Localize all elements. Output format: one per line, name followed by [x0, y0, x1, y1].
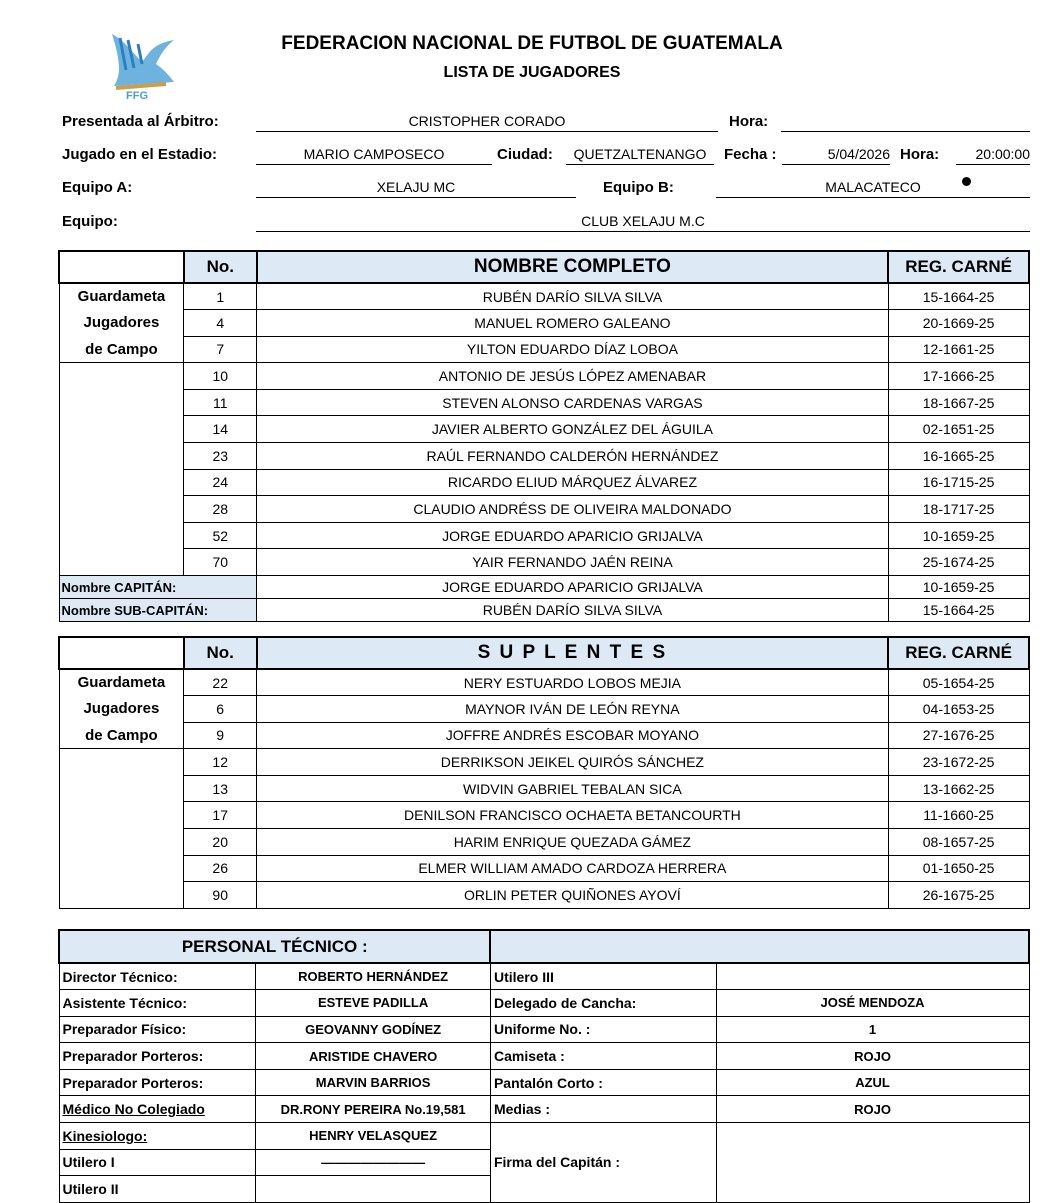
staff-left-label: Kinesiologo: — [59, 1123, 256, 1150]
staff-right-value: AZUL — [716, 1069, 1029, 1096]
suplente-name: DERRIKSON JEIKEL QUIRÓS SÁNCHEZ — [257, 749, 889, 776]
personal-title: PERSONAL TÉCNICO : — [59, 930, 490, 963]
capitan-label: Nombre CAPITÁN: — [59, 576, 257, 599]
suplentes-col-no: No. — [184, 637, 257, 669]
titular-name: JORGE EDUARDO APARICIO GRIJALVA — [257, 522, 888, 549]
suplente-reg: 05-1654-25 — [888, 669, 1029, 696]
suplente-reg: 27-1676-25 — [888, 722, 1029, 749]
titular-row — [59, 443, 1029, 470]
titulares-corner — [59, 251, 184, 283]
suplente-no: 9 — [184, 722, 257, 749]
titular-name: RAÚL FERNANDO CALDERÓN HERNÁNDEZ — [257, 443, 888, 470]
titular-name: MANUEL ROMERO GALEANO — [257, 310, 888, 337]
suplente-label-1: Jugadores — [59, 696, 184, 723]
staff-left-label: Utilero II — [59, 1176, 256, 1203]
ciudad-value: QUETZALTENANGO — [566, 144, 714, 165]
firma-box — [716, 1123, 1029, 1203]
suplente-name: DENILSON FRANCISCO OCHAETA BETANCOURTH — [257, 802, 889, 829]
subcapitan-reg: 15-1664-25 — [888, 599, 1029, 622]
suplente-row — [59, 775, 1029, 802]
capitan-reg: 10-1659-25 — [888, 576, 1029, 599]
suplente-row — [59, 669, 1029, 696]
staff-left-value: HENRY VELASQUEZ — [256, 1123, 491, 1150]
suplente-label-2: de Campo — [59, 722, 184, 749]
titular-name: RUBÉN DARÍO SILVA SILVA — [257, 283, 888, 310]
titular-no: 24 — [184, 469, 257, 496]
titular-reg: 18-1667-25 — [888, 389, 1029, 416]
titular-reg: 25-1674-25 — [888, 549, 1029, 576]
staff-right-label: Delegado de Cancha: — [490, 990, 716, 1017]
staff-right-label: Utilero III — [490, 963, 716, 990]
suplentes-col-reg: REG. CARNÉ — [888, 637, 1029, 669]
suplente-no: 6 — [184, 696, 257, 723]
suplente-name: JOFFRE ANDRÉS ESCOBAR MOYANO — [257, 722, 889, 749]
titular-name: CLAUDIO ANDRÉSS DE OLIVEIRA MALDONADO — [257, 496, 888, 523]
titular-row — [59, 363, 1029, 390]
logo-text: FFG — [126, 90, 148, 102]
titulares-col-reg: REG. CARNÉ — [888, 251, 1029, 283]
staff-right-value: ROJO — [716, 1096, 1029, 1123]
equipo-a-value: XELAJU MC — [256, 177, 576, 198]
titular-no: 23 — [184, 443, 257, 470]
staff-row — [59, 990, 1029, 1017]
equipo-b-label: Equipo B: — [603, 179, 674, 196]
subcapitan-name: RUBÉN DARÍO SILVA SILVA — [257, 599, 888, 622]
titular-name: STEVEN ALONSO CARDENAS VARGAS — [257, 389, 888, 416]
staff-row — [59, 1016, 1029, 1043]
equipo-b-value: MALACATECO — [716, 177, 1030, 198]
titular-no: 10 — [184, 363, 257, 390]
staff-left-value: ———————— — [256, 1149, 491, 1176]
page-title: FEDERACION NACIONAL DE FUTBOL DE GUATEMALA — [281, 33, 783, 54]
staff-left-value — [256, 1176, 491, 1203]
titular-row — [59, 389, 1029, 416]
suplente-no: 20 — [184, 829, 257, 856]
suplente-reg: 26-1675-25 — [888, 882, 1029, 909]
hora-label: Hora: — [729, 113, 769, 130]
titular-no: 70 — [184, 549, 257, 576]
staff-row — [59, 1096, 1029, 1123]
titular-name: YILTON EDUARDO DÍAZ LOBOA — [257, 336, 888, 363]
equipo-label: Equipo: — [62, 213, 118, 230]
titulares-table — [58, 250, 1030, 622]
fecha-value: 5/04/2026 — [782, 144, 890, 165]
staff-left-value: ESTEVE PADILLA — [256, 990, 491, 1017]
suplente-label-0: Guardameta — [59, 669, 184, 696]
titular-name: JAVIER ALBERTO GONZÁLEZ DEL ÁGUILA — [257, 416, 888, 443]
estadio-value: MARIO CAMPOSECO — [256, 144, 492, 165]
suplente-reg: 11-1660-25 — [888, 802, 1029, 829]
titular-label-empty — [59, 363, 184, 576]
titular-name: YAIR FERNANDO JAÉN REINA — [257, 549, 888, 576]
suplente-row — [59, 722, 1029, 749]
titular-row — [59, 496, 1029, 523]
suplente-reg: 13-1662-25 — [888, 775, 1029, 802]
suplente-row — [59, 855, 1029, 882]
personal-table — [58, 929, 1030, 1203]
titular-reg: 15-1664-25 — [888, 283, 1029, 310]
staff-left-value: ROBERTO HERNÁNDEZ — [256, 963, 491, 990]
presentada-label: Presentada al Árbitro: — [62, 113, 219, 130]
titular-label-1: Jugadores — [59, 310, 184, 337]
staff-left-label: Médico No Colegiado — [59, 1096, 256, 1123]
firma-label: Firma del Capitán : — [490, 1123, 716, 1203]
suplente-name: WIDVIN GABRIEL TEBALAN SICA — [257, 775, 889, 802]
staff-row — [59, 1069, 1029, 1096]
titular-reg: 17-1666-25 — [888, 363, 1029, 390]
staff-left-value: MARVIN BARRIOS — [256, 1069, 491, 1096]
staff-right-label: Camiseta : — [490, 1043, 716, 1070]
staff-right-value: 1 — [716, 1016, 1029, 1043]
titular-reg: 16-1665-25 — [888, 443, 1029, 470]
staff-left-label: Preparador Físico: — [59, 1016, 256, 1043]
subcapitan-label: Nombre SUB-CAPITÁN: — [59, 599, 257, 622]
titular-reg: 12-1661-25 — [888, 336, 1029, 363]
titular-no: 11 — [184, 389, 257, 416]
titular-row — [59, 416, 1029, 443]
equipo-a-label: Equipo A: — [62, 179, 133, 196]
titular-name: ANTONIO DE JESÚS LÓPEZ AMENABAR — [257, 363, 888, 390]
page-subtitle: LISTA DE JUGADORES — [443, 64, 621, 81]
staff-left-value: ARISTIDE CHAVERO — [256, 1043, 491, 1070]
suplente-no: 22 — [184, 669, 257, 696]
estadio-label: Jugado en el Estadio: — [62, 146, 218, 163]
suplente-name: MAYNOR IVÁN DE LEÓN REYNA — [257, 696, 889, 723]
titulares-col-no: No. — [184, 251, 257, 283]
titular-row — [59, 283, 1029, 310]
dot-mark — [962, 177, 971, 186]
titular-reg: 16-1715-25 — [888, 469, 1029, 496]
titular-no: 52 — [184, 522, 257, 549]
staff-left-label: Preparador Porteros: — [59, 1069, 256, 1096]
titular-no: 4 — [184, 310, 257, 337]
suplente-reg: 23-1672-25 — [888, 749, 1029, 776]
staff-row — [59, 963, 1029, 990]
staff-left-value: DR.RONY PEREIRA No.19,581 — [256, 1096, 491, 1123]
staff-row — [59, 1043, 1029, 1070]
hora2-value: 20:00:00 — [956, 144, 1030, 165]
staff-left-label: Director Técnico: — [59, 963, 256, 990]
staff-left-label: Asistente Técnico: — [59, 990, 256, 1017]
suplentes-table — [58, 636, 1030, 909]
suplente-reg: 01-1650-25 — [888, 855, 1029, 882]
suplente-no: 13 — [184, 775, 257, 802]
fecha-label: Fecha : — [724, 146, 777, 163]
titular-label-2: de Campo — [59, 336, 184, 363]
suplente-no: 17 — [184, 802, 257, 829]
titular-label-0: Guardameta — [59, 283, 184, 310]
titular-no: 14 — [184, 416, 257, 443]
titular-no: 28 — [184, 496, 257, 523]
titular-reg: 02-1651-25 — [888, 416, 1029, 443]
suplente-name: HARIM ENRIQUE QUEZADA GÁMEZ — [257, 829, 889, 856]
suplente-row — [59, 749, 1029, 776]
staff-right-label: Medias : — [490, 1096, 716, 1123]
staff-right-label: Uniforme No. : — [490, 1016, 716, 1043]
suplente-no: 12 — [184, 749, 257, 776]
titular-row — [59, 549, 1029, 576]
suplente-no: 26 — [184, 855, 257, 882]
staff-left-value: GEOVANNY GODÍNEZ — [256, 1016, 491, 1043]
hora-value — [781, 111, 1030, 132]
suplente-reg: 08-1657-25 — [888, 829, 1029, 856]
suplente-row — [59, 802, 1029, 829]
suplentes-corner — [59, 637, 184, 669]
staff-right-value: ROJO — [716, 1043, 1029, 1070]
presentada-value: CRISTOPHER CORADO — [256, 111, 718, 132]
suplente-reg: 04-1653-25 — [888, 696, 1029, 723]
ciudad-label: Ciudad: — [497, 146, 553, 163]
suplente-row — [59, 829, 1029, 856]
titular-reg: 18-1717-25 — [888, 496, 1029, 523]
titular-row — [59, 336, 1029, 363]
titular-name: RICARDO ELIUD MÁRQUEZ ÁLVAREZ — [257, 469, 888, 496]
staff-right-label: Pantalón Corto : — [490, 1069, 716, 1096]
suplente-no: 90 — [184, 882, 257, 909]
suplente-name: NERY ESTUARDO LOBOS MEJIA — [257, 669, 889, 696]
suplente-row — [59, 696, 1029, 723]
titular-reg: 10-1659-25 — [888, 522, 1029, 549]
staff-left-label: Utilero I — [59, 1149, 256, 1176]
titular-row — [59, 469, 1029, 496]
hora2-label: Hora: — [900, 146, 940, 163]
suplentes-col-name: S U P L E N T E S — [257, 637, 889, 669]
titular-reg: 20-1669-25 — [888, 310, 1029, 337]
staff-right-value — [716, 963, 1029, 990]
equipo-value: CLUB XELAJU M.C — [256, 211, 1030, 232]
titulares-col-name: NOMBRE COMPLETO — [257, 251, 888, 283]
personal-title-right — [490, 930, 1029, 963]
suplente-name: ELMER WILLIAM AMADO CARDOZA HERRERA — [257, 855, 889, 882]
titular-row — [59, 310, 1029, 337]
suplente-label-empty — [59, 749, 184, 909]
staff-left-label: Preparador Porteros: — [59, 1043, 256, 1070]
titular-no: 7 — [184, 336, 257, 363]
titular-row — [59, 522, 1029, 549]
staff-row — [59, 1123, 1029, 1150]
suplente-row — [59, 882, 1029, 909]
capitan-name: JORGE EDUARDO APARICIO GRIJALVA — [257, 576, 888, 599]
staff-right-value: JOSÉ MENDOZA — [716, 990, 1029, 1017]
titular-no: 1 — [184, 283, 257, 310]
suplente-name: ORLIN PETER QUIÑONES AYOVÍ — [257, 882, 889, 909]
